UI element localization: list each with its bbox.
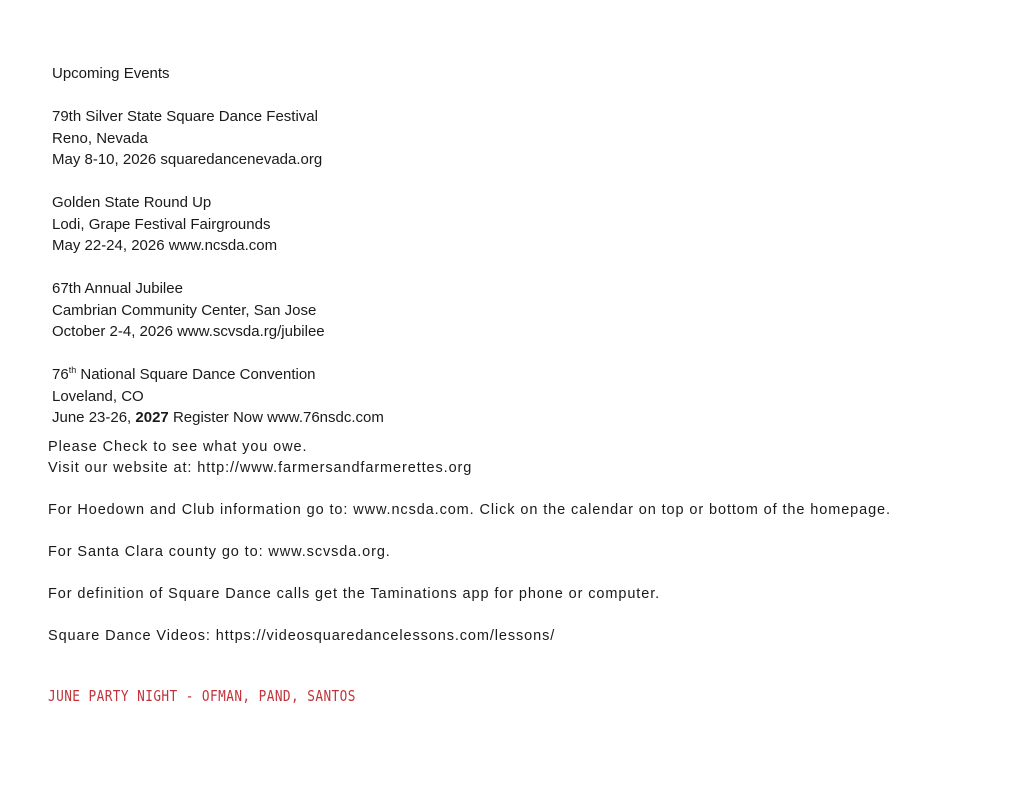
event-title bbox=[52, 364, 384, 386]
upcoming-events-section bbox=[52, 63, 384, 429]
upcoming-events-heading: Upcoming Events bbox=[52, 65, 170, 82]
website-text: Visit our website at: http://www.farmersandfarmerettes.org bbox=[48, 460, 473, 476]
event-dates bbox=[52, 407, 384, 429]
june-party-night-heading: JUNE PARTY NIGHT - OFMAN, PAND, SANTOS bbox=[48, 687, 356, 705]
event-title-ordinal-suffix: th bbox=[68, 365, 77, 375]
event-title: 67th Annual Jubilee bbox=[52, 280, 183, 297]
event-title: 79th Silver State Square Dance Festival bbox=[52, 108, 318, 125]
event-year-bold: 2027 bbox=[135, 409, 169, 426]
event-location: Lodi, Grape Festival Fairgrounds bbox=[52, 215, 271, 233]
santa-clara-info-text: For Santa Clara county go to: www.scvsda.org. bbox=[48, 544, 391, 560]
videos-info-text: Square Dance Videos: https://videosquaredancelessons.com/lessons/ bbox=[48, 628, 556, 644]
taminations-info-text: For definition of Square Dance calls get the Taminations app for phone or computer. bbox=[48, 586, 661, 602]
event-golden-state bbox=[52, 192, 384, 257]
event-register-text: Register Now www.76nsdc.com bbox=[168, 409, 384, 426]
event-dates-prefix: June 23-26, bbox=[52, 409, 136, 426]
event-silver-state bbox=[52, 106, 384, 171]
club-info-section bbox=[48, 437, 948, 668]
event-dates: May 22-24, 2026 www.ncsda.com bbox=[52, 237, 278, 254]
event-dates: May 8-10, 2026 squaredancenevada.org bbox=[52, 151, 323, 168]
event-title: Golden State Round Up bbox=[52, 194, 212, 211]
event-location: Reno, Nevada bbox=[52, 129, 148, 147]
hoedown-info-text: For Hoedown and Club information go to: www.ncsda.com. Click on the calendar on top or bottom of the homepage. bbox=[48, 502, 891, 518]
event-location: Cambrian Community Center, San Jose bbox=[52, 301, 317, 319]
event-title-rest: National Square Dance Convention bbox=[76, 366, 316, 383]
event-location: Loveland, CO bbox=[52, 387, 144, 405]
owe-and-website-paragraph bbox=[48, 437, 948, 479]
event-jubilee bbox=[52, 278, 384, 343]
event-dates: October 2-4, 2026 www.scvsda.rg/jubilee bbox=[52, 323, 325, 340]
event-national-convention bbox=[52, 364, 384, 429]
check-owe-text: Please Check to see what you owe. bbox=[48, 439, 308, 455]
event-title-number: 76 bbox=[52, 366, 69, 383]
